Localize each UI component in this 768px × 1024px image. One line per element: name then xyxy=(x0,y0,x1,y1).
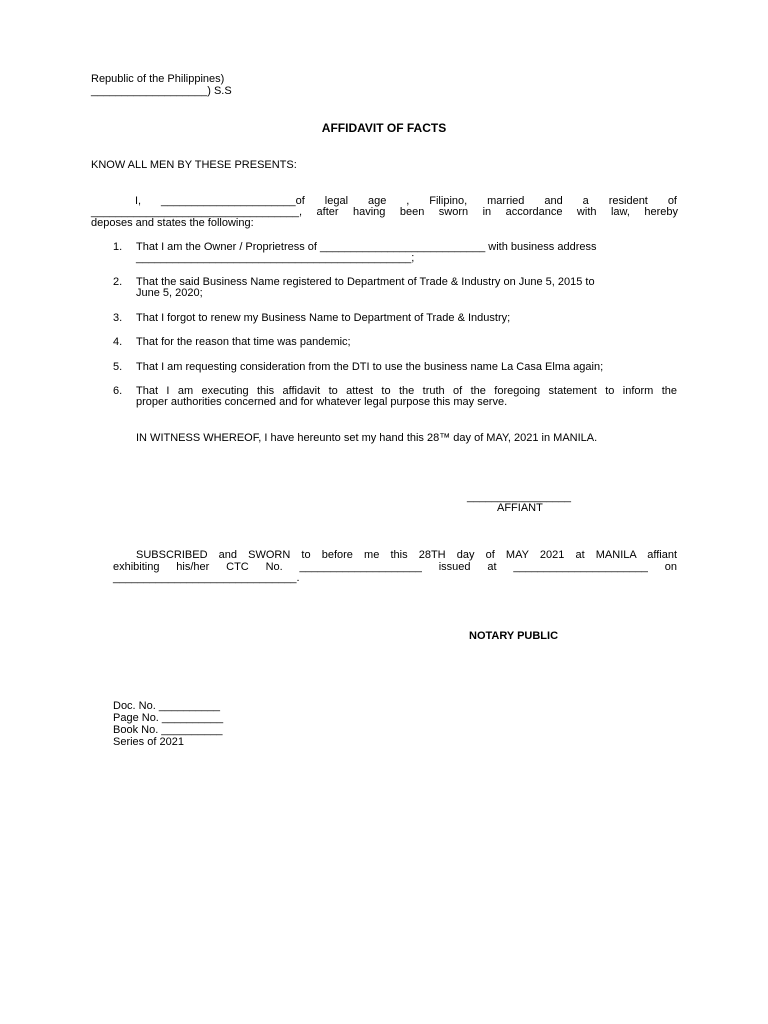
subscribed-line-2: exhibiting his/her CTC No. ____________________ issued at ______________________ on xyxy=(113,561,677,573)
item-number: 2. xyxy=(113,276,123,288)
affiant-label: AFFIANT xyxy=(497,502,543,514)
item-line: That I forgot to renew my Business Name to Department of Trade & Industry; xyxy=(136,312,511,324)
subscribed-line-3: ______________________________. xyxy=(113,572,300,584)
salutation: KNOW ALL MEN BY THESE PRESENTS: xyxy=(91,159,297,171)
intro-line-2: __________________________________, after having been sworn in accordance with law, hereby xyxy=(91,206,678,218)
item-number: 1. xyxy=(113,241,123,253)
venue-line: Republic of the Philippines) xyxy=(91,73,225,85)
item-line: June 5, 2020; xyxy=(136,287,203,299)
item-line: That I am executing this affidavit to attest to the truth of the foregoing statement to inform the xyxy=(136,385,677,397)
doc-no: Doc. No. __________ xyxy=(113,700,221,712)
page-no: Page No. __________ xyxy=(113,712,224,724)
intro-line-3: deposes and states the following: xyxy=(91,217,254,229)
item-line: That I am requesting consideration from the DTI to use the business name La Casa Elma again; xyxy=(136,361,604,373)
venue-ss-line: ___________________) S.S xyxy=(91,85,232,97)
item-line: That the said Business Name registered to Department of Trade & Industry on June 5, 2015 to xyxy=(136,276,595,288)
intro-line-1: I, ______________________of legal age , Filipino, married and a resident of xyxy=(135,195,677,207)
item-number: 4. xyxy=(113,336,123,348)
item-line: That for the reason that time was pandemic; xyxy=(136,336,351,348)
affiant-signature-line: _________________ xyxy=(467,491,572,503)
item-line: proper authorities concerned and for whatever legal purpose this may serve. xyxy=(136,396,508,408)
book-no: Book No. __________ xyxy=(113,724,223,736)
notary-public-label: NOTARY PUBLIC xyxy=(469,630,559,642)
witness-clause: IN WITNESS WHEREOF, I have hereunto set my hand this 28™ day of MAY, 2021 in MANILA. xyxy=(136,432,598,444)
item-line: That I am the Owner / Proprietress of ___________________________ with business address xyxy=(136,241,597,253)
item-number: 6. xyxy=(113,385,123,397)
subscribed-line-1: SUBSCRIBED and SWORN to before me this 28TH day of MAY 2021 at MANILA affiant xyxy=(136,549,677,561)
item-number: 5. xyxy=(113,361,123,373)
item-number: 3. xyxy=(113,312,123,324)
series: Series of 2021 xyxy=(113,736,184,748)
page-title: AFFIDAVIT OF FACTS xyxy=(321,121,447,135)
item-line: _____________________________________________; xyxy=(136,252,415,264)
